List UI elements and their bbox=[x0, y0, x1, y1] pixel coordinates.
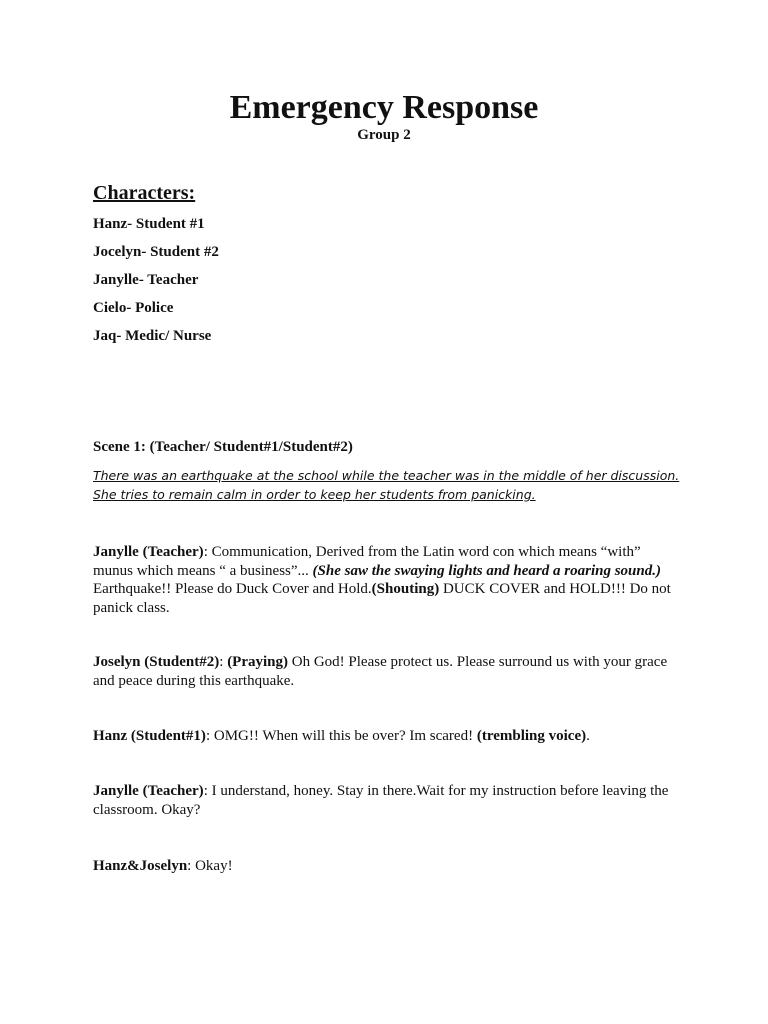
dialogue-text: : bbox=[219, 654, 228, 670]
speaker-name: Hanz&Joselyn bbox=[93, 858, 188, 874]
character-item: Jaq- Medic/ Nurse bbox=[93, 328, 212, 344]
dialogue-line bbox=[93, 543, 683, 617]
dialogue-text: . bbox=[586, 728, 590, 744]
characters-heading: Characters: bbox=[93, 182, 196, 204]
dialogue-line bbox=[93, 727, 683, 746]
document-subtitle: Group 2 bbox=[357, 127, 411, 143]
narration-line: There was an earthquake at the school while the teacher was in the middle of her discussion. bbox=[93, 468, 680, 483]
stage-direction: (Shouting) bbox=[371, 581, 440, 597]
dialogue-text: : Communication, Derived from the Latin word con which means “with” munus which means “ a business”... bbox=[93, 544, 641, 579]
speaker-name: Janylle (Teacher) bbox=[93, 783, 204, 799]
stage-direction: (Praying) bbox=[227, 654, 289, 670]
speaker-name: Janylle (Teacher) bbox=[93, 544, 204, 560]
document-title: Emergency Response bbox=[229, 89, 539, 126]
narration-line: She tries to remain calm in order to keep her students from panicking. bbox=[93, 487, 536, 502]
stage-direction: (trembling voice) bbox=[476, 728, 587, 744]
speaker-name: Hanz (Student#1) bbox=[93, 728, 206, 744]
dialogue-text: : OMG!! When will this be over? Im scared! bbox=[205, 728, 477, 744]
scene-title: Scene 1: (Teacher/ Student#1/Student#2) bbox=[93, 439, 353, 455]
character-item: Cielo- Police bbox=[93, 300, 174, 316]
dialogue-line bbox=[93, 653, 683, 690]
dialogue-line bbox=[93, 782, 683, 819]
character-item: Janylle- Teacher bbox=[93, 272, 199, 288]
stage-direction: (She saw the swaying lights and heard a roaring sound.) bbox=[312, 562, 661, 579]
dialogue-text: : Okay! bbox=[187, 858, 233, 874]
dialogue-line bbox=[93, 857, 683, 876]
dialogue-text: Oh God! Please protect us. Please surround us with your grace and peace during this earthquake. bbox=[93, 654, 668, 689]
dialogue-text: : I understand, honey. Stay in there.Wait for my instruction before leaving the classroom. Okay? bbox=[93, 783, 669, 818]
speaker-name: Joselyn (Student#2) bbox=[93, 654, 220, 670]
character-item: Jocelyn- Student #2 bbox=[93, 244, 219, 260]
character-item: Hanz- Student #1 bbox=[93, 216, 205, 232]
dialogue-text: DUCK COVER and HOLD!!! Do not panick class. bbox=[93, 581, 671, 616]
dialogue-text: Earthquake!! Please do Duck Cover and Hold. bbox=[93, 581, 372, 597]
